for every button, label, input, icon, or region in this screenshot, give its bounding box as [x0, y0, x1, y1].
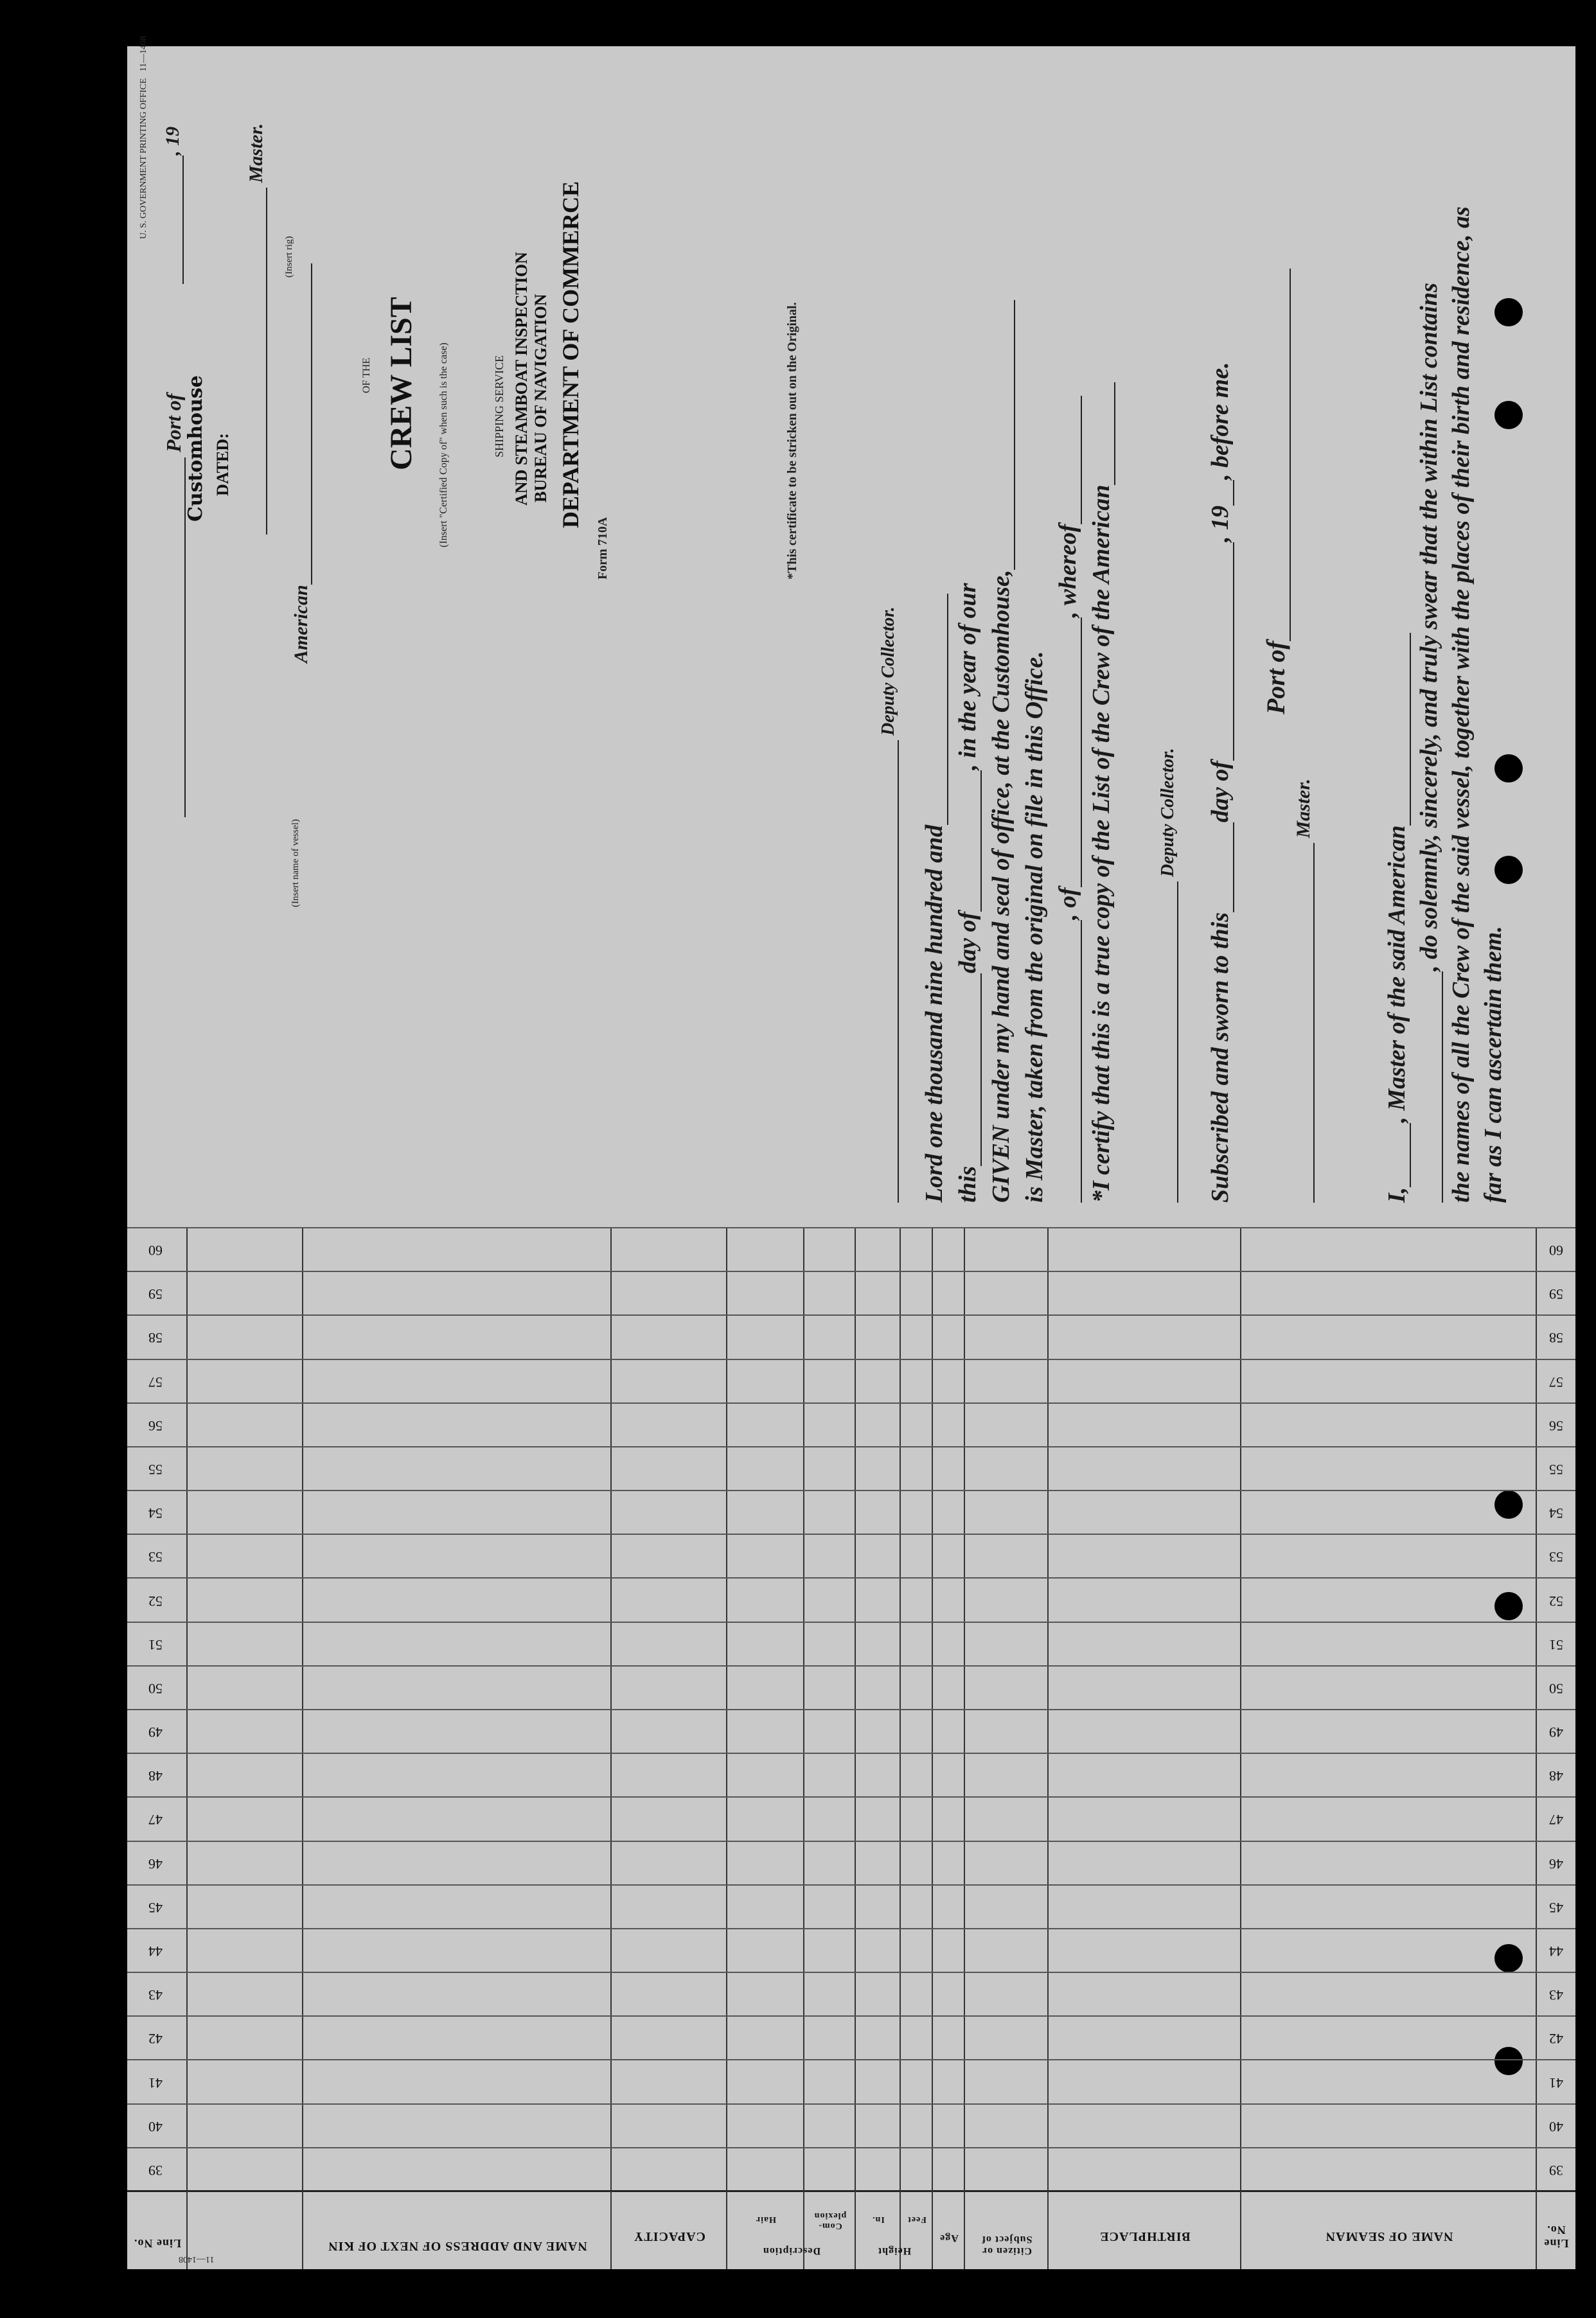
crew-table: [127, 1228, 1575, 2269]
col-rule: [1240, 1228, 1241, 2269]
header-height: Height: [877, 2245, 912, 2256]
row-number-right: 57: [148, 1374, 163, 1390]
col-rule: [803, 1228, 804, 2269]
row-number-right: 53: [148, 1549, 163, 1566]
row-number: 60: [1549, 1243, 1563, 1259]
col-rule: [1536, 1228, 1537, 2269]
row-number-right: 59: [148, 1286, 163, 1303]
col-rule: [855, 1228, 856, 2269]
header-hair: Hair: [756, 2215, 776, 2224]
col-rule: [610, 1228, 612, 2269]
oath-line-4: far as I can ascertain them.: [1480, 926, 1507, 1203]
row-number: 52: [1549, 1593, 1563, 1609]
deputy-collector-2: Deputy Collector.: [878, 606, 899, 1203]
department-title: DEPARTMENT OF COMMERCE: [558, 181, 583, 528]
port-of-dated: Port of: [162, 393, 186, 817]
row-number: 40: [1549, 2118, 1563, 2135]
row-number-right: 45: [148, 1899, 163, 1916]
row-number: 49: [1549, 1724, 1563, 1741]
row-rule: [127, 1753, 1575, 1754]
header-inches: In.: [872, 2215, 885, 2224]
row-number: 46: [1549, 1855, 1563, 1872]
row-number: 55: [1549, 1462, 1563, 1478]
row-number: 42: [1549, 2031, 1563, 2048]
col-rule: [932, 1228, 933, 2269]
row-rule: [127, 1534, 1575, 1535]
certificate-section: [127, 35, 1575, 1228]
row-rule: [127, 1709, 1575, 1710]
row-number-right: 60: [148, 1243, 163, 1259]
row-number: 58: [1549, 1330, 1563, 1347]
row-number-right: 39: [148, 2162, 163, 2179]
header-birthplace: BIRTHPLACE: [1099, 2229, 1191, 2243]
row-rule: [127, 1314, 1575, 1316]
row-number: 39: [1549, 2162, 1563, 2179]
deputy-collector-1: Deputy Collector.: [1158, 748, 1178, 1203]
of-the-label: OF THE: [361, 357, 372, 393]
bottom-code: 11—1408: [179, 2254, 215, 2264]
row-rule: [127, 1665, 1575, 1667]
col-rule: [302, 1228, 303, 2269]
document-sheet: [127, 35, 1575, 2269]
row-number: 45: [1549, 1899, 1563, 1916]
header-complexion: Com-plexion: [813, 2211, 847, 2231]
dated-label: DATED:: [213, 433, 232, 496]
cert-line-3: is Master, taken from the original on file in this Office.: [1021, 651, 1048, 1203]
cert-line-6: Lord one thousand nine hundred and: [920, 594, 948, 1203]
row-rule: [127, 1402, 1575, 1404]
header-line-no-right: Line No.: [134, 2237, 182, 2250]
col-rule: [1047, 1228, 1049, 2269]
row-number: 50: [1549, 1680, 1563, 1697]
american-rig-line: American: [290, 263, 312, 663]
row-number: 43: [1549, 1987, 1563, 2004]
certified-note: (Insert "Certified Copy of" when such is the case): [438, 342, 449, 547]
row-rule: [127, 1446, 1575, 1447]
row-number-right: 41: [148, 2075, 163, 2091]
row-number-right: 46: [148, 1855, 163, 1872]
port-of-line: Port of: [1261, 269, 1291, 714]
header-age: Age: [939, 2233, 959, 2243]
row-number: 56: [1549, 1417, 1563, 1434]
col-rule: [726, 1228, 727, 2269]
row-number: 41: [1549, 2075, 1563, 2091]
row-rule: [127, 1928, 1575, 1929]
row-number: 51: [1549, 1636, 1563, 1653]
row-rule: [127, 2015, 1575, 2017]
insert-rig-note: (Insert rig): [284, 236, 294, 278]
row-number-right: 44: [148, 1943, 163, 1960]
row-rule: [127, 1622, 1575, 1623]
bureau-line-2: AND STEAMBOAT INSPECTION: [512, 252, 531, 506]
row-rule: [127, 1271, 1575, 1272]
cert-line-2: , of, whereof: [1054, 396, 1082, 1203]
row-rule: [127, 1796, 1575, 1798]
header-name: NAME OF SEAMAN: [1325, 2229, 1453, 2243]
row-rule: [127, 1227, 1575, 1228]
oath-line-2: , do solemnly, sincerely, and truly swear that the within List contains: [1415, 283, 1443, 1203]
row-rule: [127, 1359, 1575, 1360]
row-rule: [127, 1490, 1575, 1491]
insert-name-note: (Insert name of vessel): [290, 818, 301, 907]
row-rule: [127, 2059, 1575, 2060]
customhouse-label: Customhouse: [184, 375, 207, 522]
col-rule: [964, 1228, 965, 2269]
row-number-right: 58: [148, 1330, 163, 1347]
cert-line-1: *I certify that this is a true copy of the List of the Crew of the American: [1087, 382, 1115, 1203]
row-number-right: 54: [148, 1505, 163, 1522]
oath-line-1: I,, Master of the said American: [1383, 633, 1411, 1203]
header-citizen: Citizen or Subject of: [981, 2234, 1033, 2256]
row-number: 47: [1549, 1812, 1563, 1828]
master-signature: Master.: [1293, 779, 1315, 1203]
row-number: 57: [1549, 1374, 1563, 1390]
row-rule: [127, 2103, 1575, 2105]
header-feet: Feet: [907, 2215, 927, 2224]
subscribed-line: Subscribed and sworn to thisday of, 19, before me.: [1207, 362, 1234, 1203]
date-year: , 19: [162, 127, 184, 284]
row-number-right: 50: [148, 1680, 163, 1697]
oath-line-3: the names of all the Crew of the said vessel, together with the places of their birth and residence, as: [1448, 206, 1475, 1203]
printer-line: U. S. GOVERNMENT PRINTING OFFICE 11—1408: [139, 35, 148, 239]
row-number-right: 49: [148, 1724, 163, 1741]
row-rule: [127, 1841, 1575, 1842]
service-label: SHIPPING SERVICE: [493, 355, 506, 457]
row-number-right: 40: [148, 2118, 163, 2135]
footnote: *This certificate to be stricken out on the Original.: [785, 302, 799, 580]
col-rule: [900, 1228, 901, 2269]
crew-list-title: CREW LIST: [384, 297, 418, 470]
row-number: 48: [1549, 1768, 1563, 1785]
vessel-master-line: Master.: [245, 123, 267, 535]
row-number-right: 55: [148, 1462, 163, 1478]
header-description: Description: [762, 2245, 821, 2256]
row-number-right: 47: [148, 1812, 163, 1828]
col-rule: [186, 1228, 188, 2269]
row-number-right: 48: [148, 1768, 163, 1785]
row-rule: [127, 1577, 1575, 1579]
row-rule: [127, 2147, 1575, 2148]
row-rule: [127, 1884, 1575, 1886]
row-number-right: 42: [148, 2031, 163, 2048]
row-number: 53: [1549, 1549, 1563, 1566]
row-number-right: 52: [148, 1593, 163, 1609]
header-line-no: Line No.: [1543, 2224, 1569, 2250]
cert-line-5: thisday of, in the year of our: [954, 583, 981, 1203]
row-number-right: 51: [148, 1636, 163, 1653]
row-number: 54: [1549, 1505, 1563, 1522]
form-number: Form 710A: [596, 517, 610, 580]
row-number: 59: [1549, 1286, 1563, 1303]
row-rule: [127, 1972, 1575, 1973]
row-number-right: 56: [148, 1417, 163, 1434]
row-number: 44: [1549, 1943, 1563, 1960]
cert-line-4: GIVEN under my hand and seal of office, at the Customhouse,: [987, 300, 1015, 1203]
header-rule: [127, 2190, 1575, 2192]
header-capacity: CAPACITY: [633, 2229, 706, 2243]
row-number-right: 43: [148, 1987, 163, 2004]
header-next-of-kin: NAME AND ADDRESS OF NEXT OF KIN: [328, 2239, 587, 2253]
bureau-line-1: BUREAU OF NAVIGATION: [531, 294, 550, 502]
